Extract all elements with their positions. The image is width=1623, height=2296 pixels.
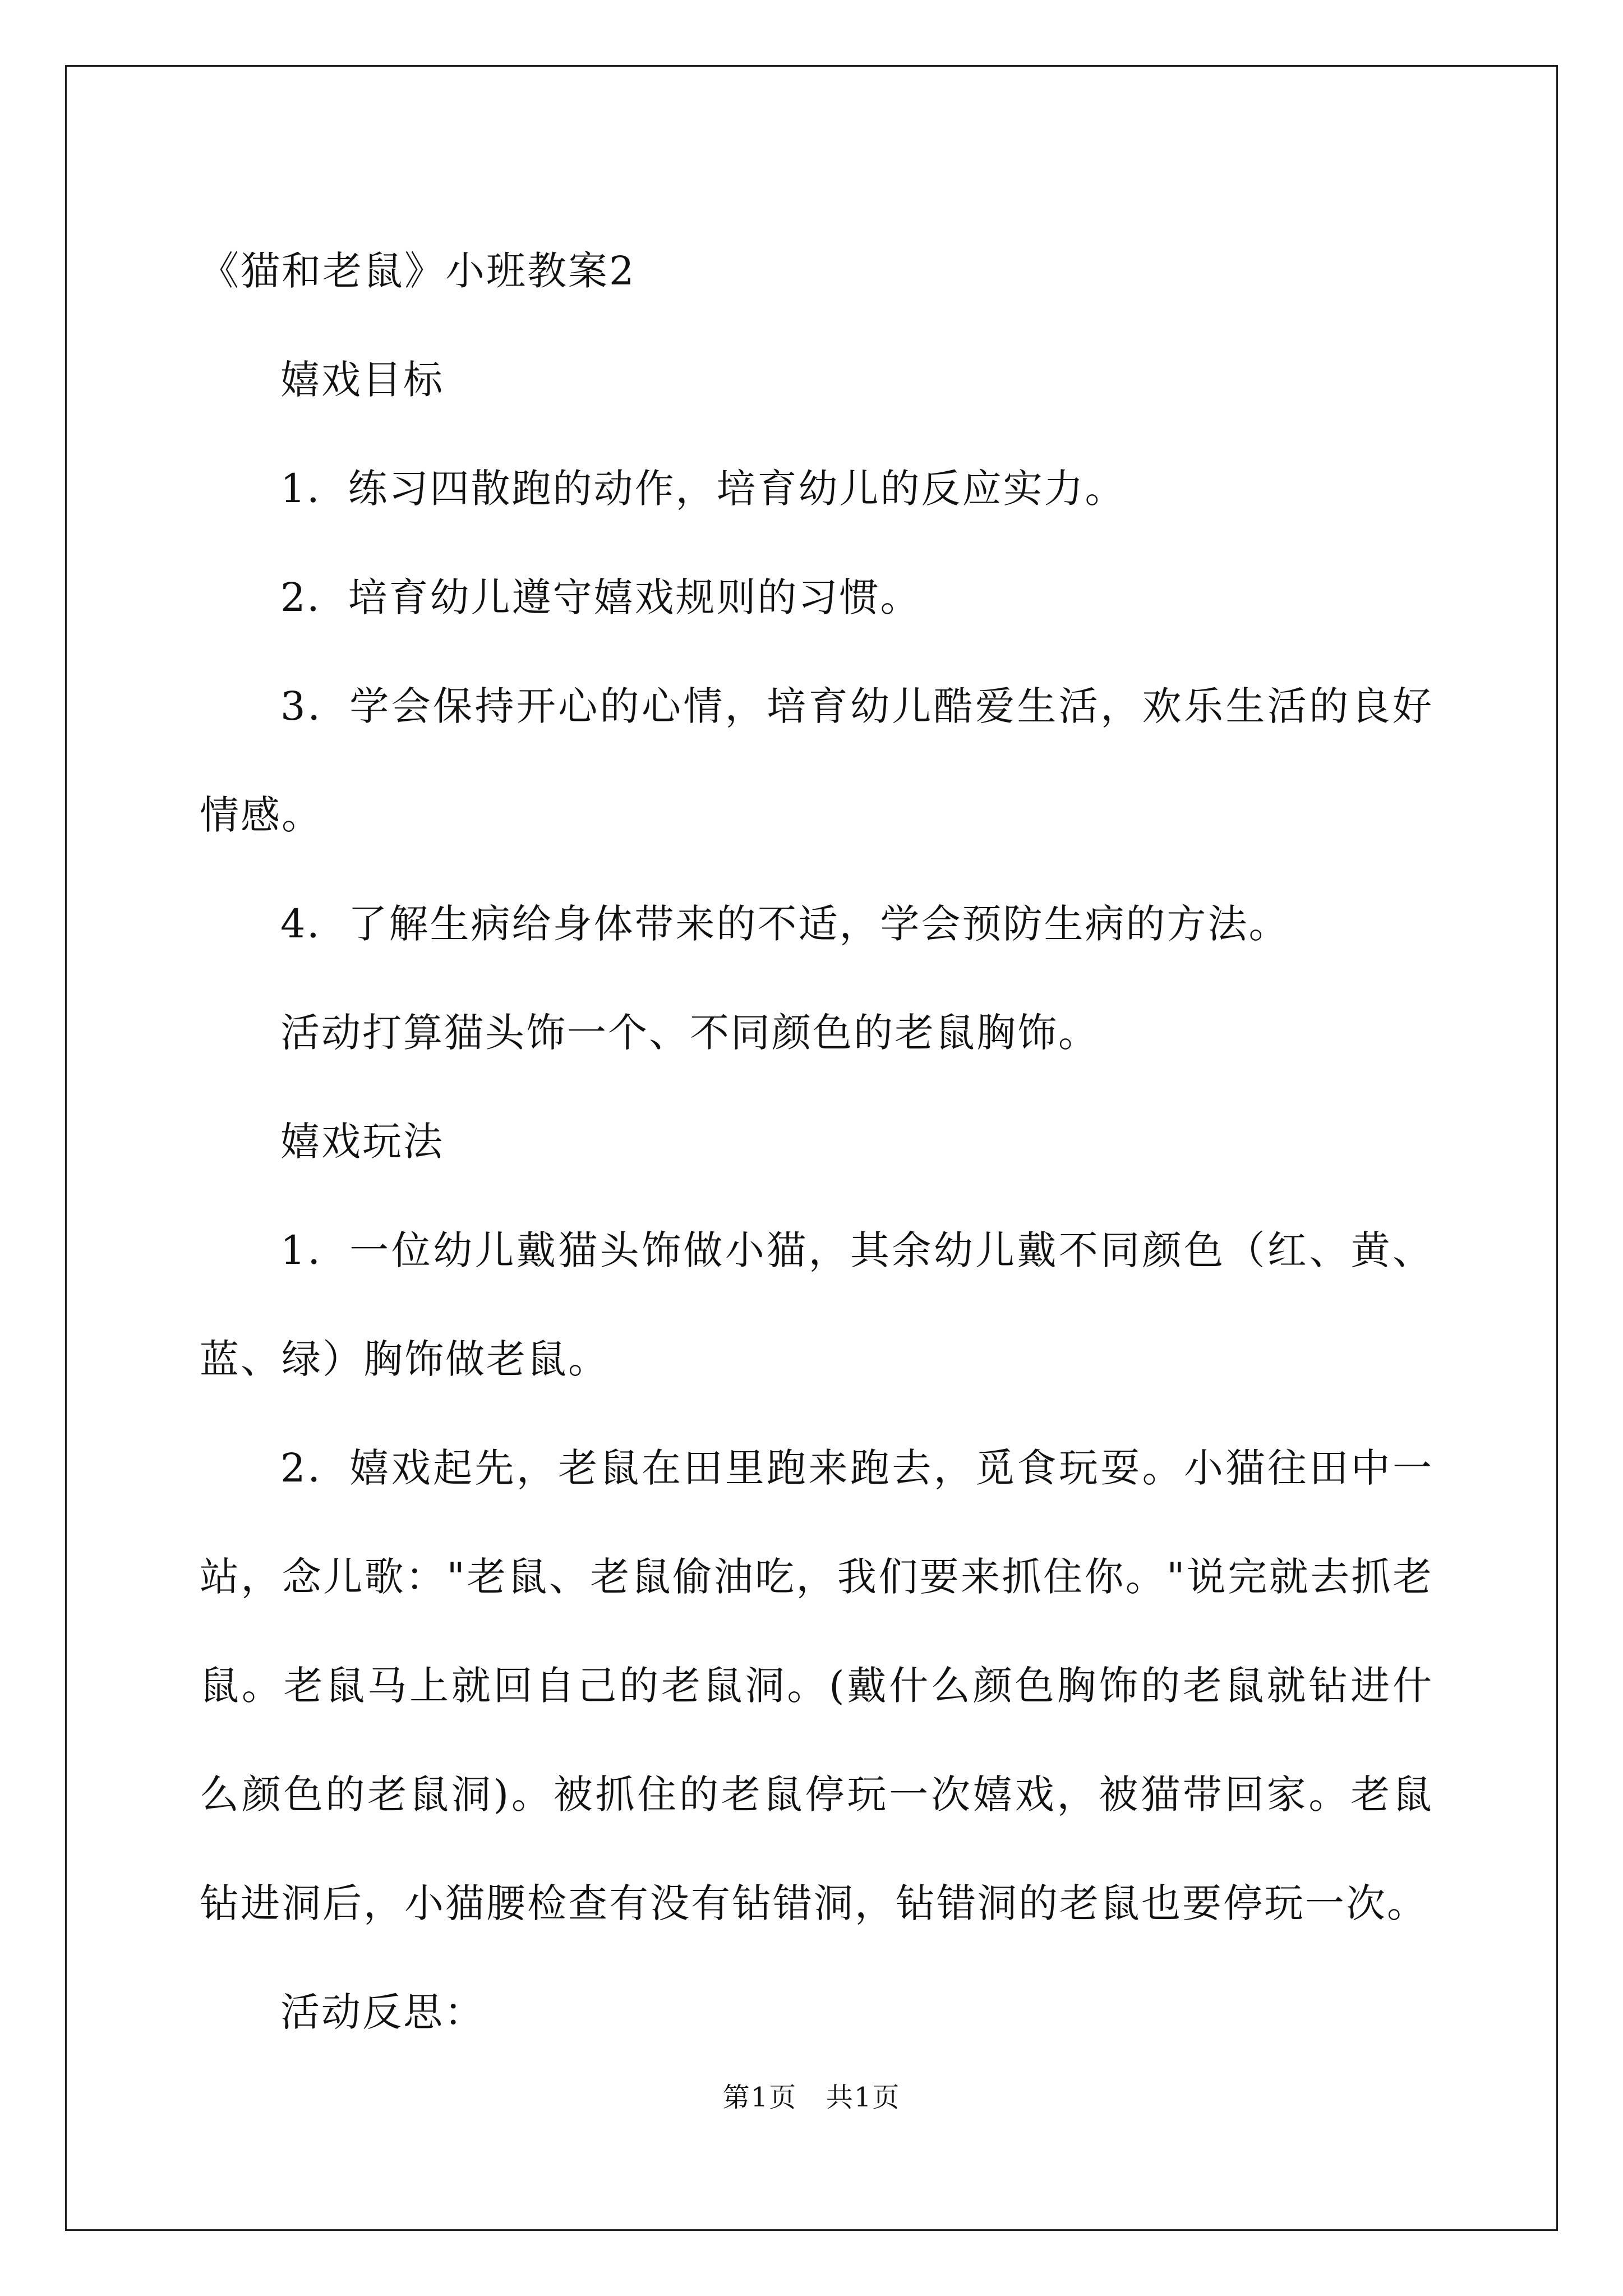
document-title: 《猫和老鼠》小班教案2	[200, 248, 636, 294]
section-heading-play: 嬉戏玩法	[280, 1119, 444, 1165]
section-heading-reflection: 活动反思：	[280, 1989, 485, 2035]
play-item-1: 1．一位幼儿戴猫头饰做小猫，其余幼儿戴不同颜色（红、黄、蓝、绿）胸饰做老鼠。	[200, 1227, 1433, 1382]
section-heading-goals: 嬉戏目标	[280, 357, 444, 403]
goal-item-2: 2．培育幼儿遵守嬉戏规则的习惯。	[280, 574, 921, 620]
materials-paragraph: 活动打算猫头饰一个、不同颜色的老鼠胸饰。	[280, 1010, 1099, 1056]
goal-item-1: 1．练习四散跑的动作，培育幼儿的反应实力。	[280, 466, 1126, 512]
page-footer	[0, 2076, 1623, 2114]
play-item-2: 2．嬉戏起先，老鼠在田里跑来跑去，觅食玩耍。小猫往田中一站，念儿歌："老鼠、老鼠偷油吃，我们要来抓住你。"说完就去抓老鼠。老鼠马上就回自己的老鼠洞。(戴什么颜色胸饰的老鼠就钻进什么颜色的老鼠洞)。被抓住的老鼠停玩一次嬉戏，被猫带回家。老鼠钻进洞后，小猫腰检查有没有钻错洞，钻错洞的老鼠也要停玩一次。	[200, 1445, 1433, 1926]
page-total: 共1页	[826, 2082, 901, 2113]
document-body	[200, 217, 1433, 2067]
page-number: 第1页	[722, 2082, 797, 2113]
goal-item-4: 4．了解生病给身体带来的不适，学会预防生病的方法。	[280, 901, 1290, 947]
goal-item-3: 3．学会保持开心的心情，培育幼儿酷爱生活，欢乐生活的良好情感。	[200, 683, 1433, 838]
